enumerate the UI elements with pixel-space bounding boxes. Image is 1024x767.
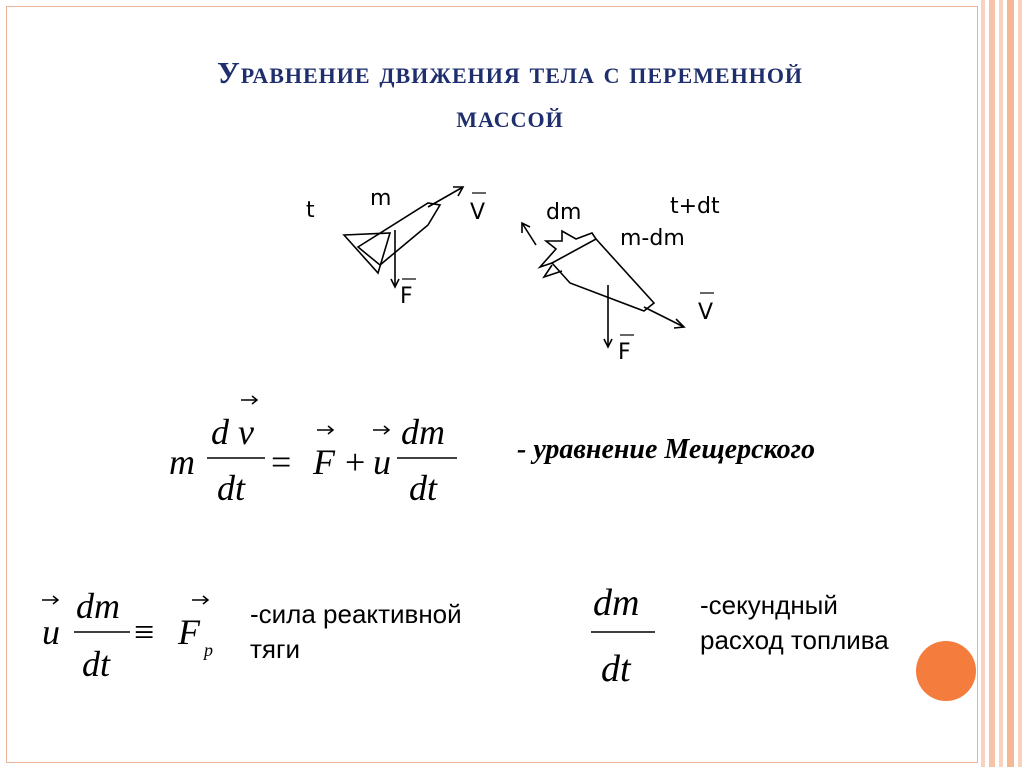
eq2-dm: dm bbox=[76, 586, 120, 626]
eq2-u: u bbox=[42, 612, 60, 652]
label-force-left: F bbox=[400, 284, 413, 309]
vector-arrow-icon bbox=[241, 396, 257, 404]
eq2-subscript: p bbox=[204, 640, 213, 660]
label-velocity-right: V bbox=[698, 300, 714, 325]
thrust-equation bbox=[38, 580, 238, 690]
eq1-m: m bbox=[169, 442, 195, 482]
meshchersky-equation bbox=[165, 388, 465, 513]
label-ejected-mass: dm bbox=[546, 200, 582, 225]
eq1-u: u bbox=[373, 442, 391, 482]
fuel-rate-label bbox=[700, 588, 889, 657]
eq1-dv: d v bbox=[211, 412, 254, 452]
label-time-right: t+dt bbox=[670, 194, 720, 219]
fuel-rate-label-line1: -секундный bbox=[700, 590, 838, 620]
thrust-label-line2: тяги bbox=[250, 633, 300, 664]
fuel-rate-equation bbox=[585, 575, 675, 695]
slide-title-line1: Уравнение движения тела с переменной bbox=[216, 55, 804, 90]
eq1-plus: + bbox=[345, 442, 366, 482]
eq2-equiv: ≡ bbox=[134, 612, 155, 652]
label-force-right: F bbox=[618, 340, 631, 365]
eq2-dt: dt bbox=[82, 644, 111, 684]
thrust-label bbox=[250, 597, 462, 666]
vector-arrow-icon bbox=[373, 426, 389, 434]
meshchersky-label: - уравнение Мещерского bbox=[517, 434, 815, 465]
label-remaining-mass: m-dm bbox=[620, 226, 685, 251]
eq1-dm: dm bbox=[401, 412, 445, 452]
rocket-diagram bbox=[300, 175, 750, 370]
fuel-rate-label-line2: расход топлива bbox=[700, 624, 889, 655]
slide-title-line2: массой bbox=[456, 99, 564, 134]
eq1-F: F bbox=[313, 442, 335, 482]
vector-arrow-icon bbox=[42, 596, 58, 604]
label-time-left: t bbox=[306, 198, 315, 223]
label-mass-left: m bbox=[370, 186, 392, 211]
eq3-dt: dt bbox=[601, 648, 631, 690]
decorative-circle bbox=[916, 641, 976, 701]
eq2-F: F bbox=[178, 612, 200, 652]
rocket-body-left bbox=[344, 187, 463, 287]
vector-arrow-icon bbox=[192, 596, 208, 604]
eq1-dt2: dt bbox=[409, 468, 438, 508]
decorative-stripes bbox=[979, 0, 1024, 767]
label-velocity-left: V bbox=[470, 200, 486, 225]
eq1-equals: = bbox=[271, 442, 292, 482]
eq1-dt: dt bbox=[217, 468, 246, 508]
eq3-dm: dm bbox=[593, 582, 640, 624]
vector-arrow-icon bbox=[317, 426, 333, 434]
thrust-label-line1: -сила реактивной bbox=[250, 599, 462, 629]
